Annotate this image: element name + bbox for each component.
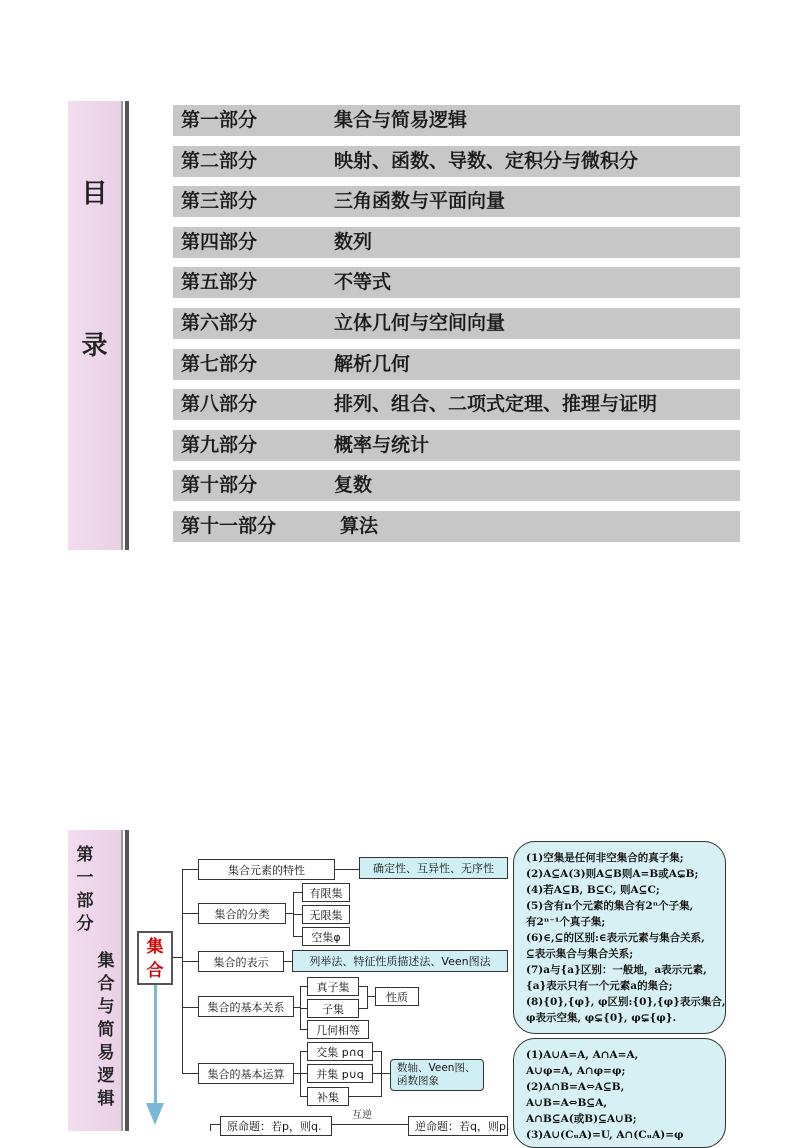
subset: 子集 <box>307 999 359 1018</box>
toc-part: 第一部分 <box>181 109 258 131</box>
connector <box>332 1124 408 1125</box>
note-line: (4)若A⊆B, B⊆C, 则A⊆C; <box>526 884 660 896</box>
toc-title: 立体几何与空间向量 <box>334 311 506 334</box>
union: 并集 p∪q <box>307 1064 373 1083</box>
intersection: 交集 p∩q <box>307 1042 373 1061</box>
toc-part: 第七部分 <box>181 352 258 375</box>
toc-row <box>173 186 740 217</box>
note-subset-facts <box>513 841 726 1034</box>
infinite-set: 无限集 <box>302 905 350 924</box>
note-line: (7)a与{a}区别：一般地，a表示元素, <box>526 964 707 976</box>
representation-detail: 列举法、特征性质描述法、Veen图法 <box>292 950 508 972</box>
toc-list <box>173 105 740 552</box>
original-proposition: 原命题：若p，则q. <box>220 1116 332 1136</box>
note-line: 有2ⁿ⁻¹个真子集; <box>526 916 606 928</box>
note-line: A∩B⊆A(或B)⊆A∪B; <box>526 1113 637 1125</box>
toc-part: 第四部分 <box>181 230 258 253</box>
note-line: ⊆表示集合与集合关系; <box>526 948 634 960</box>
connector <box>293 892 302 893</box>
connector <box>359 1008 367 1009</box>
sidebar-topic-label: 集合与简易逻辑 <box>97 951 115 1109</box>
connector <box>182 1007 198 1008</box>
branch-basic-operations: 集合的基本运算 <box>198 1063 294 1084</box>
connector <box>210 1124 211 1131</box>
toc-sidebar-char-1: 目 <box>81 179 108 209</box>
toc-part: 第十部分 <box>181 474 258 497</box>
connector <box>300 986 307 987</box>
mindmap-root: 集合 <box>137 931 173 985</box>
empty-set: 空集φ <box>302 927 350 946</box>
connector <box>210 1124 220 1125</box>
connector <box>300 1051 307 1052</box>
toc-row <box>173 389 740 420</box>
branch-element-properties: 集合元素的特性 <box>198 859 335 880</box>
note-line: (6)∈,⊆的区别:∈表示元素与集合关系, <box>526 932 705 944</box>
toc-title: 排列、组合、二项式定理、推理与证明 <box>334 393 658 416</box>
connector <box>367 996 375 997</box>
connector <box>335 869 359 870</box>
connector <box>349 1096 381 1097</box>
note-line: (8){0},{φ}, φ区别:{0},{φ}表示集合, <box>526 996 726 1008</box>
toc-row <box>173 511 740 542</box>
note-line: (3)A∪(CᵤA)=U, A∩(CᵤA)=φ <box>526 1129 684 1141</box>
proper-subset: 真子集 <box>307 977 359 996</box>
branch-classification: 集合的分类 <box>198 903 286 924</box>
toc-part: 第二部分 <box>181 149 258 172</box>
toc-row <box>173 146 740 177</box>
note-line: (1)空集是任何非空集合的真子集; <box>526 852 684 864</box>
toc-row <box>173 430 740 461</box>
connector <box>182 1073 198 1074</box>
connector <box>373 1073 381 1074</box>
toc-title: 集合与简易逻辑 <box>334 109 468 131</box>
note-line: A∪φ=A, A∩φ=φ; <box>526 1065 626 1077</box>
toc-title: 复数 <box>334 474 373 497</box>
root-arrow-shaft <box>154 985 157 1105</box>
set-equality: 几何相等 <box>307 1020 369 1039</box>
connector <box>300 1029 307 1030</box>
toc-title: 三角函数与平面向量 <box>334 190 506 213</box>
connector <box>182 913 198 914</box>
note-line: A∪B=A⇔B⊆A, <box>526 1097 608 1109</box>
toc-title: 解析几何 <box>334 352 411 375</box>
connector <box>182 869 198 870</box>
branch-representation: 集合的表示 <box>198 951 284 972</box>
note-line: (5)含有n个元素的集合有2ⁿ个子集, <box>526 900 694 912</box>
toc-title: 不等式 <box>334 271 392 294</box>
connector <box>293 914 302 915</box>
finite-set: 有限集 <box>302 883 350 902</box>
toc-part: 第六部分 <box>181 311 258 334</box>
note-operation-facts <box>513 1038 726 1148</box>
note-line: (1)A∪A=A, A∩A=A, <box>526 1049 639 1061</box>
complement: 补集 <box>307 1087 349 1106</box>
connector <box>300 1096 307 1097</box>
connector <box>293 936 302 937</box>
toc-part: 第八部分 <box>181 393 258 416</box>
connector <box>381 1051 382 1097</box>
root-arrow-head <box>146 1103 164 1125</box>
note-line: (2)A∩B=A⇔A⊆B, <box>526 1081 625 1093</box>
toc-sidebar-char-2: 录 <box>81 331 108 361</box>
toc-part: 第五部分 <box>181 271 258 294</box>
converse-proposition: 逆命题：若q，则p. <box>408 1116 508 1136</box>
connector <box>373 1051 381 1052</box>
toc-part: 第九部分 <box>181 433 258 456</box>
connector <box>359 986 367 987</box>
connector <box>300 1073 307 1074</box>
toc-title: 映射、函数、导数、定积分与微积分 <box>334 149 639 172</box>
connector <box>182 869 183 1074</box>
toc-row <box>173 349 740 380</box>
toc-title: 算法 <box>340 514 379 537</box>
sidebar-part-label: 第一部分 <box>76 845 94 934</box>
branch-basic-relations: 集合的基本关系 <box>198 996 294 1017</box>
toc-row <box>173 267 740 298</box>
toc-part: 第十一部分 <box>181 514 277 537</box>
note-line: (2)A⊆A(3)则A⊆B则A=B或A⊊B; <box>526 868 699 880</box>
toc-title: 数列 <box>334 230 373 253</box>
properties-box: 性质 <box>375 987 419 1006</box>
element-properties-detail: 确定性、互异性、无序性 <box>359 857 508 879</box>
sidebar-divider <box>121 830 129 1131</box>
connector <box>367 986 368 1009</box>
toc-part: 第三部分 <box>181 190 258 213</box>
toc-sidebar <box>68 101 121 550</box>
toc-row <box>173 227 740 258</box>
note-line: φ表示空集, φ⊊{0}, φ⊊{φ}. <box>526 1012 677 1024</box>
toc-row <box>173 470 740 501</box>
mutual-inverse-label: 互逆 <box>352 1110 372 1121</box>
connector <box>300 1008 307 1009</box>
note-line: {a}表示只有一个元素a的集合; <box>526 980 673 992</box>
connector <box>284 961 292 962</box>
mindmap-sidebar <box>68 830 121 1131</box>
sidebar-divider <box>121 101 129 550</box>
operations-detail: 数轴、Veen图、函数图象 <box>390 1059 484 1091</box>
toc-title: 概率与统计 <box>334 433 430 456</box>
connector <box>182 961 198 962</box>
toc-row <box>173 105 740 136</box>
toc-row <box>173 308 740 339</box>
connector <box>381 1073 390 1074</box>
